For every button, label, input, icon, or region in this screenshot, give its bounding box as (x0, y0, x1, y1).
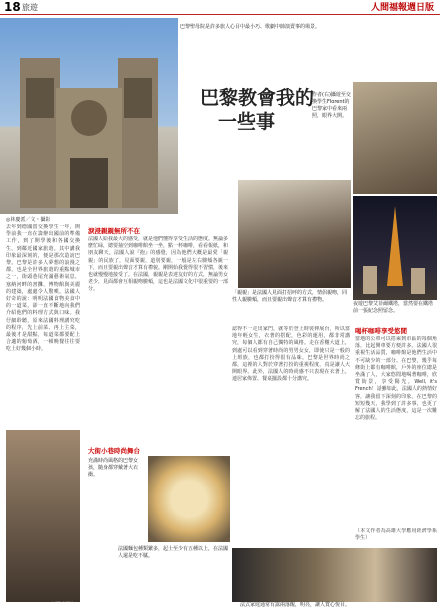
eiffel-tower-illustration (353, 196, 437, 300)
header-rule (0, 14, 440, 15)
subhead-coffee: 喝杯咖啡享受悠閒 (355, 327, 407, 335)
body-column-4: 當地的公車可以搭乘到市區的每個角落，比起開車要方便許多。法國人很重視生活品質，咖啡館是他們生活中不可缺少的一部分。在巴黎，幾乎每條街上都有咖啡館，戶外的座位總是坐滿了人，大家悠閒地喝著咖啡，欣賞街景，享受陽光。Well, it's French！話雖如此，法國人的熱情好客，讓我留下深刻的印象。在巴黎的短短幾天，我學到了許多事，也更了解了法國人的生活態度，這是一次難忘的旅程。 (355, 336, 437, 422)
caption-author-portrait: 作者(右)攝遊至交換學生Florent的巴黎家中看來兩照，眼界大開。 (312, 92, 351, 119)
body-column-1: 去年到德國當交換學生一年，開學前我一直在籌辦出國前的準備工作，到了開學後和各國交換生，到鄰近國家旅遊。其中講我印象最深刻的，便是那次造訪巴黎。巴黎是許多人夢想的浪漫之都，也是全世界旅遊的重點城市之一，街頭巷尾充滿藝術氣息，塞納河畔的書攤、博物館與美麗的建築，處處令人驚嘆。法國人好奇的說：明明法國食物美食中的一道菜，卻一直不斷地向我們介紹他們的料理方式與口味。我仔細聆聽，原來法國料理講究吃的程序，先上前菜、再上主菜，最後才是甜點，每道菜都要配上合適的葡萄酒，一頓晚餐往往要吃上好幾個小時。 (6, 224, 80, 353)
masthead: 人間福報週日版 (370, 3, 434, 13)
author-portrait-photo (353, 82, 437, 194)
section-label: 旅遊 (22, 3, 38, 12)
author-note: （本文作者為高雄大學應用經濟學系學生） (355, 528, 437, 542)
title-line-1: 巴黎教會我的 (200, 87, 315, 109)
cafe-photo (232, 548, 437, 602)
caption-cafe: 法式家庭通常有露兩落醒，明亮，讓人賞心悅目。 (240, 602, 351, 608)
title-line-2: 一些事 (218, 111, 276, 133)
eiffel-tower-photo (353, 196, 437, 300)
subhead-drama: 大街小巷時尚舞台 (88, 447, 140, 455)
caption-students: 充滿時尚風格的巴黎女孩，隨身都穿戴著大衣衝。 (88, 458, 139, 478)
cathedral-illustration (0, 18, 178, 214)
caption-notre-dame: 巴黎聖母院是許多旅人心目中最小巧、歌劇中帥演賣事的場景。 (180, 24, 321, 30)
caption-eiffel: 夜遊巴黎艾菲爾鐵塔，當然要在鐵塔前一張紀念照留念。 (353, 301, 434, 314)
notre-dame-photo (0, 18, 178, 214)
photo-credit: 本報資料照片 (50, 601, 74, 606)
page-number: 18 (4, 0, 21, 14)
caption-couple: 「親親」是法國人見面打招呼的方式，情侶親吻，同性人親臉頰，而且要親出聲音才算有禮物。 (232, 290, 348, 303)
subhead-kiss: 淚浸親親無所不在 (88, 227, 140, 235)
cheese-photo (148, 456, 230, 542)
body-column-2: 法國人給我最大的感受，就是他們懂得享受生活的態度。無論多麼忙碌，總要抽空到咖啡館坐一坐，點一杯咖啡，看看報紙，和朋友聊天。法國人說『抱』的感覺，因為他們大概是最愛「親親」的民族了，見面要親，道別要親，一般是左右臉頰各親一下，而且要親出聲音才算有禮貌。剛開始我覺得很不習慣，後來也就慢慢地接受了。在法國，親親是表達友好的方式，無論男女老少，見面都會互相親吻臉頰，這也是法國文化中很重要的一部分。 (88, 236, 228, 293)
couple-photo (238, 180, 351, 288)
caption-cheese: 法國麵包種類繁多，起士至少有五種以上，在法國人還是吃不膩。 (118, 546, 229, 559)
byline: ◎林慶派／文・攝影 (6, 217, 51, 223)
body-column-3: 認得不一走出家門，就等於登上時裝伸展台，所以當地年輕女生，衣著的搭配，色彩的運用，都非常講究，每個人都有自己獨特的風格。走在香榭大道上，到處可以看到穿著時尚的男男女女，即使只是一般的上班族，也都打扮得很有品味。巴黎是世界時尚之都，這裡的人對於穿著打扮的重視程度，真是讓人大開眼界。此外，法國人的時尚感不只表現在衣著上，連居家佈置、餐桌擺設都十分講究。 (232, 326, 350, 383)
students-photo (6, 430, 80, 602)
